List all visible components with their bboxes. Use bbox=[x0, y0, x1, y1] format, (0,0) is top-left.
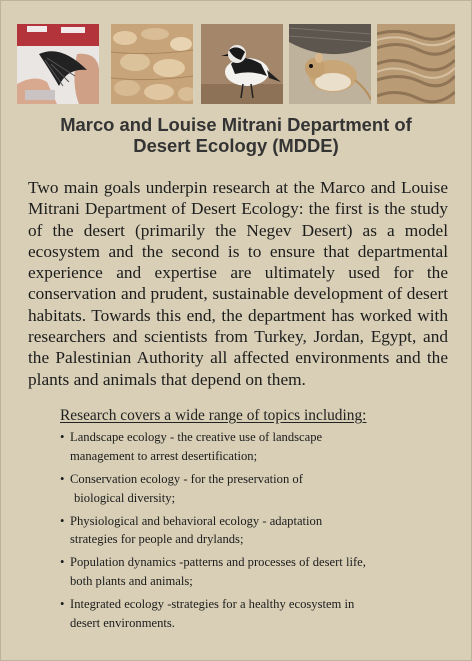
bullet-icon: • bbox=[60, 597, 65, 612]
topic-line-1: Physiological and behavioral ecology - adaptation bbox=[70, 513, 323, 528]
list-item bbox=[60, 470, 460, 507]
topic-line-1: Conservation ecology - for the preservation of bbox=[70, 471, 303, 486]
bullet-icon: • bbox=[60, 430, 65, 444]
bullet-icon: • bbox=[60, 513, 65, 528]
topic-line-1: Population dynamics -patterns and processes of desert life, bbox=[70, 555, 366, 570]
topic-line-2: strategies for people and drylands; bbox=[70, 532, 244, 547]
page-title-line-1: Marco and Louise Mitrani Department of bbox=[60, 114, 412, 135]
topic-line-1: Integrated ecology -strategies for a healthy ecosystem in bbox=[70, 597, 355, 612]
topic-line-1: Landscape ecology - the creative use of landscape bbox=[70, 430, 323, 444]
topic-list bbox=[60, 428, 460, 633]
photo-strip bbox=[17, 24, 455, 104]
sand-ripples-photo bbox=[377, 24, 455, 104]
bat-wing-in-hands-photo bbox=[17, 24, 99, 104]
bullet-icon: • bbox=[60, 555, 65, 570]
list-item bbox=[60, 428, 460, 465]
gerbil-rodent-photo bbox=[289, 24, 371, 104]
topic-line-2: desert environments. bbox=[70, 615, 175, 630]
topic-line-2: biological diversity; bbox=[74, 490, 176, 505]
topic-line-2: both plants and animals; bbox=[70, 574, 193, 589]
intro-paragraph: Two main goals underpin research at the Marco and Louise Mitrani Department of Desert Ecology: the first is the study of the desert (primarily the Negev Desert) as a model ecosystem and the second is to ensure that departmental experience and expertise are ultimately used for the conservation and prudent, sustainable development of desert habitats. Towards this end, the department has worked with researchers and scientists from Turkey, Jordan, Egypt, and the Palestinian Authority all affected environments and the plants and animals that depend on them. bbox=[28, 178, 448, 389]
list-item bbox=[60, 553, 460, 590]
page-title bbox=[0, 114, 472, 156]
wheatear-bird-photo bbox=[201, 24, 283, 104]
topics-heading: Research covers a wide range of topics including: bbox=[60, 407, 367, 424]
topic-line-2: management to arrest desertification; bbox=[70, 448, 258, 463]
page-title-line-2: Desert Ecology (MDDE) bbox=[133, 135, 339, 156]
list-item bbox=[60, 512, 460, 549]
research-topics bbox=[60, 406, 460, 637]
list-item bbox=[60, 595, 460, 632]
desert-rocks-photo bbox=[111, 24, 193, 104]
bullet-icon: • bbox=[60, 471, 65, 486]
